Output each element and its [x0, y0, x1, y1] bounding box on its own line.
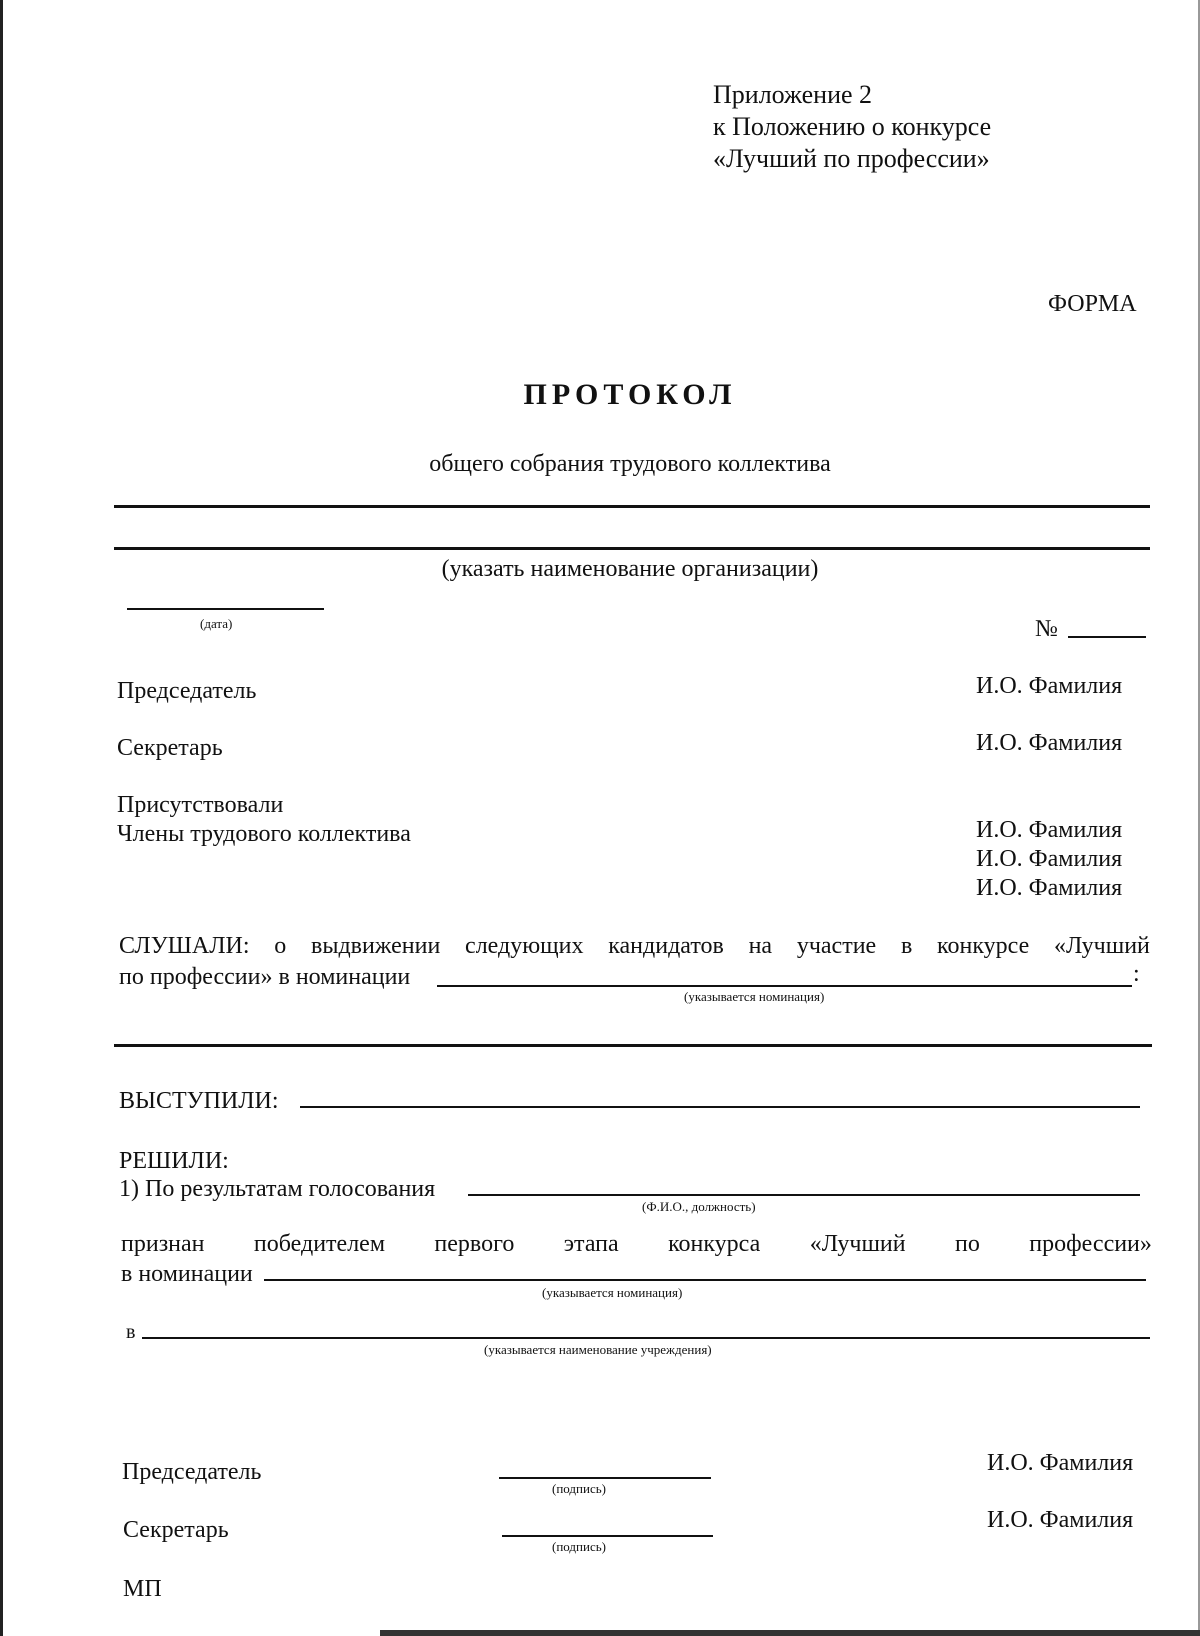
date-caption: (дата)	[200, 616, 233, 631]
member-name-3: И.О. Фамилия	[976, 875, 1123, 901]
institution-prefix: в	[126, 1321, 136, 1343]
winner-line	[121, 1232, 1152, 1256]
sign-secretary-line	[502, 1535, 713, 1537]
secretary-name: И.О. Фамилия	[976, 730, 1123, 756]
number-label: №	[1035, 616, 1058, 642]
winner-word: конкурса	[668, 1231, 761, 1257]
spoke-label: ВЫСТУПИЛИ:	[119, 1088, 279, 1114]
org-name-line-1	[114, 505, 1150, 508]
heard-line-2: по профессии» в номинации	[119, 964, 411, 990]
present-label: Присутствовали	[117, 792, 284, 818]
number-line	[1068, 636, 1146, 638]
heard-word: «Лучший	[1053, 933, 1150, 959]
document-title: ПРОТОКОЛ	[523, 378, 737, 411]
nomination-caption: (указывается номинация)	[542, 1285, 683, 1300]
sign-secretary-label: Секретарь	[123, 1517, 229, 1543]
heard-colon: :	[1133, 961, 1140, 987]
institution-line	[142, 1337, 1150, 1339]
nomination-line	[264, 1279, 1146, 1281]
chairman-label: Председатель	[117, 678, 257, 704]
appendix-line-1: Приложение 2	[713, 80, 873, 109]
decided-label: РЕШИЛИ:	[119, 1148, 229, 1174]
org-name-line-2	[114, 547, 1150, 550]
winner-word: первого	[434, 1231, 515, 1257]
heard-word: выдвижении	[311, 933, 441, 959]
appendix-line-2: к Положению о конкурсе	[713, 112, 992, 141]
heard-line-1	[119, 934, 1150, 958]
decided-item-1: 1) По результатам голосования	[119, 1176, 436, 1202]
heard-word: кандидатов	[608, 933, 724, 959]
chairman-name: И.О. Фамилия	[976, 673, 1123, 699]
secretary-label: Секретарь	[117, 735, 223, 761]
stamp-label: МП	[123, 1576, 162, 1602]
candidates-line	[114, 1044, 1152, 1047]
heard-word: участие	[796, 933, 877, 959]
heard-word: СЛУШАЛИ:	[119, 933, 250, 959]
winner-word: этапа	[563, 1231, 619, 1257]
sign-chairman-caption: (подпись)	[552, 1481, 606, 1496]
heard-caption: (указывается номинация)	[684, 989, 825, 1004]
institution-caption: (указывается наименование учреждения)	[484, 1342, 712, 1357]
nomination-label: в номинации	[121, 1261, 253, 1287]
winner-word: «Лучший	[809, 1231, 906, 1257]
decided-fio-line	[468, 1194, 1140, 1196]
date-line	[127, 608, 324, 610]
fio-caption: (Ф.И.О., должность)	[642, 1199, 756, 1214]
spoke-line	[300, 1106, 1140, 1108]
sign-chairman-name: И.О. Фамилия	[987, 1450, 1134, 1476]
member-name-2: И.О. Фамилия	[976, 846, 1123, 872]
org-caption: (указать наименование организации)	[441, 556, 819, 582]
members-label: Члены трудового коллектива	[117, 821, 411, 847]
heard-word: конкурсе	[937, 933, 1030, 959]
sign-secretary-caption: (подпись)	[552, 1539, 606, 1554]
sign-secretary-name: И.О. Фамилия	[987, 1507, 1134, 1533]
form-label: ФОРМА	[1048, 291, 1137, 317]
member-name-1: И.О. Фамилия	[976, 817, 1123, 843]
heard-word: в	[900, 933, 913, 959]
heard-word: на	[748, 933, 773, 959]
heard-word: следующих	[465, 933, 584, 959]
sign-chairman-label: Председатель	[122, 1459, 262, 1485]
winner-word: по	[955, 1231, 980, 1257]
winner-word: признан	[121, 1231, 205, 1257]
document-subtitle: общего собрания трудового коллектива	[429, 451, 831, 477]
sign-chairman-line	[499, 1477, 711, 1479]
winner-word: профессии»	[1029, 1231, 1152, 1257]
winner-word: победителем	[253, 1231, 386, 1257]
heard-word: о	[274, 933, 287, 959]
heard-nomination-line	[437, 985, 1132, 987]
appendix-line-3: «Лучший по профессии»	[713, 144, 990, 173]
scan-edge-bottom	[380, 1630, 1200, 1636]
scan-edge-left	[0, 0, 3, 1636]
